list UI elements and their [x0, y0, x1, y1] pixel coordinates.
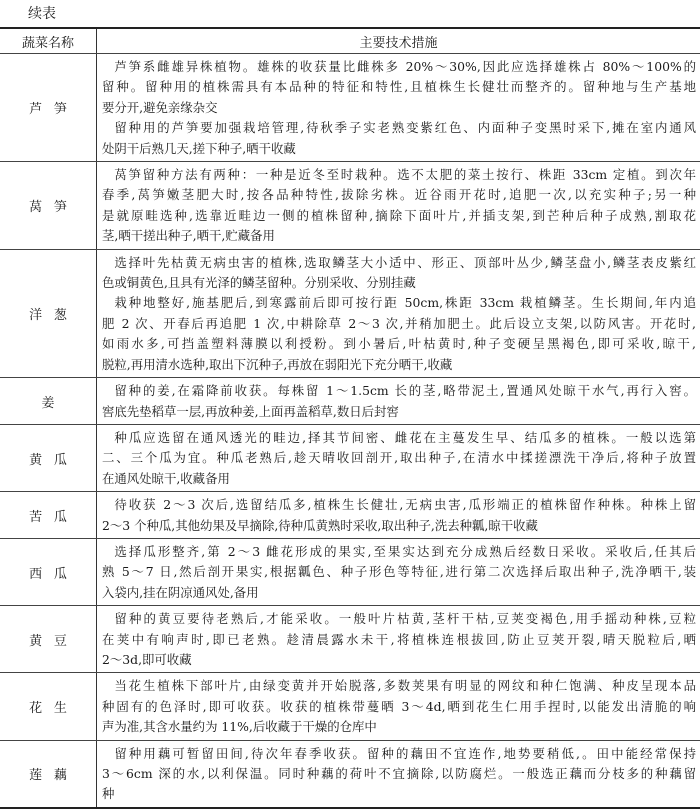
- measure-text-line: 当花生植株下部叶片,由绿变黄并开始脱落,多数荚果有明显的网纹和种仁饱满、种皮呈现本品: [102, 676, 696, 696]
- measures-cell: [97, 249, 700, 377]
- vegetable-name: 洋葱: [29, 308, 78, 323]
- vegetable-cell: [0, 249, 97, 377]
- table-row: [0, 54, 700, 162]
- vegetable-name: 姜: [41, 396, 54, 411]
- measure-text-line: 种瓜应选留在通风透光的畦边,择其节间密、雌花在主蔓发生早、结瓜多的植株。一般以选第: [102, 428, 696, 448]
- vegetable-cell: [0, 673, 97, 740]
- vegetable-cell: [0, 492, 97, 539]
- vegetable-cell: [0, 162, 97, 250]
- measure-text-line: 在荚中有响声时,即已老熟。趁清晨露水未干,将植株连根拔回,防止豆荚开裂,晴天脱粒后,晒: [102, 630, 696, 650]
- vegetable-name: 莴笋: [29, 200, 78, 215]
- vegetable-name: 黄瓜: [29, 453, 78, 468]
- measure-text-line: 二、三个瓜为宜。种瓜老熟后,趁天晴收回剖开,取出种子,在清水中揉搓漂洗干净后,将种子放置: [102, 448, 696, 468]
- measure-text-line: 色或铜黄色,且具有光泽的鳞茎留种。分别采收、分别挂藏: [102, 273, 696, 293]
- table-row: [0, 673, 700, 740]
- measure-text-line: 在通风处晾干,收藏备用: [102, 469, 696, 489]
- measure-text-line: 留种的姜,在霜降前收获。每株留 1～1.5cm 长的茎,略带泥土,置通风处晾干水气,再行入窖。: [102, 381, 696, 401]
- measure-text-line: 留种用藕可暂留田间,待次年春季收获。留种的藕田不宜连作,地势要稍低,。田中能经常保持: [102, 744, 696, 764]
- table-header-row: [0, 28, 700, 54]
- table-row: [0, 162, 700, 250]
- measures-cell: [97, 378, 700, 425]
- measures-cell: [97, 538, 700, 605]
- measure-text-line: 2～3d,即可收藏: [102, 650, 696, 670]
- measure-text-line: 待收获 2～3 次后,选留结瓜多,植株生长健壮,无病虫害,瓜形端正的植株留作种株。种株上留: [102, 495, 696, 515]
- measure-text-line: 2～3 个种瓜,其他幼果及早摘除,待种瓜黄熟时采收,取出种子,洗去种瓤,晾干收藏: [102, 516, 696, 536]
- vegetable-cell: [0, 606, 97, 673]
- measure-text-line: 选择瓜形整齐,第 2～3 雌花形成的果实,至果实达到充分成熟后经数日采收。采收后,任其后: [102, 542, 696, 562]
- table-row: [0, 740, 700, 808]
- vegetable-name: 芦笋: [29, 102, 78, 117]
- measure-text-line: 是就原畦选种,选靠近畦边一侧的植株留种,摘除下面叶片,并插支架,到芒种后种子成熟,割取花: [102, 206, 696, 226]
- measure-text-line: 脱粒,再用清水选种,取出下沉种子,再放在弱阳光下充分晒干,收藏: [102, 355, 696, 375]
- vegetable-name: 花生: [29, 701, 78, 716]
- measure-text-line: 莴笋留种方法有两种：一种是近冬至时栽种。选不太肥的菜土按行、株距 33cm 定植。到次年: [102, 165, 696, 185]
- measure-text-line: 春季,莴笋嫩茎肥大时,按各品种特性,拔除劣株。近谷雨开花时,追肥一次,以充实种子;另一种: [102, 185, 696, 205]
- measure-text-line: 声为准,其含水量约为 11%,后收藏于干燥的仓库中: [102, 717, 696, 737]
- measures-cell: [97, 54, 700, 162]
- vegetable-cell: [0, 424, 97, 491]
- measure-text-line: 留种用的芦笋要加强栽培管理,待秋季子实老熟变紫红色、内面种子变黑时采下,摊在室内通风: [102, 118, 696, 138]
- table-caption: 续表: [28, 3, 56, 23]
- measures-cell: [97, 606, 700, 673]
- measure-text-line: 种固有的色泽时,即可收获。收获的植株带蔓晒 3～4d,晒到花生仁用手捏时,以能发出清脆的响: [102, 697, 696, 717]
- measure-text-line: 3～6cm 深的水,以利保温。同时种藕的荷叶不宜摘除,以防腐烂。一般选正藕而分枝多的种藕留: [102, 764, 696, 784]
- measure-text-line: 要分开,避免亲缘杂交: [102, 98, 696, 118]
- vegetable-name: 莲藕: [29, 768, 78, 783]
- vegetable-cell: [0, 54, 97, 162]
- measure-text-line: 如雨水多,可挡盖塑料薄膜以利授粉。到小暑后,叶枯黄时,种子变硬呈黑褐色,即可采收,晾干,: [102, 334, 696, 354]
- measure-text-line: 选择叶先枯黄无病虫害的植株,选取鳞茎大小适中、形正、顶部叶丛少,鳞茎盘小,鳞茎表皮紫红: [102, 253, 696, 273]
- table-row: [0, 538, 700, 605]
- measure-text-line: 入袋内,挂在阴凉通风处,备用: [102, 583, 696, 603]
- table-row: [0, 249, 700, 377]
- measures-cell: [97, 424, 700, 491]
- measure-text-line: 肥 2 次、开春后再追肥 1 次,中耕除草 2～3 次,并稍加肥土。此后设立支架,以防风害。开花时,: [102, 314, 696, 334]
- column-header-measures: 主要技术措施: [97, 28, 700, 54]
- table-row: [0, 378, 700, 425]
- measures-cell: [97, 162, 700, 250]
- measure-text-line: 熟 5～7 日,然后剖开果实,根据瓤色、种子形色等特征,进行第二次选择后取出种子,洗净晒干,装: [102, 562, 696, 582]
- measure-text-line: 芦笋系雌雄异株植物。雄株的收获量比雌株多 20%～30%,因此应选择雄株占 80%～100%的: [102, 57, 696, 77]
- seed-saving-table: [0, 27, 700, 809]
- vegetable-cell: [0, 538, 97, 605]
- measure-text-line: 窖底先垫稻草一层,再放种姜,上面再盖稻草,数日后封窖: [102, 402, 696, 422]
- measures-cell: [97, 492, 700, 539]
- measure-text-line: 种: [102, 784, 696, 804]
- vegetable-name: 苦瓜: [29, 510, 78, 525]
- table-row: [0, 492, 700, 539]
- measure-text-line: 茎,晒干搓出种子,晒干,贮藏备用: [102, 226, 696, 246]
- column-header-vegetable: 蔬菜名称: [0, 28, 97, 54]
- table-row: [0, 424, 700, 491]
- vegetable-cell: [0, 740, 97, 808]
- measure-text-line: 留种的黄豆要待老熟后,才能采收。一般叶片枯黄,茎杆干枯,豆荚变褐色,用手摇动种株,豆粒: [102, 609, 696, 629]
- vegetable-name: 西瓜: [29, 567, 78, 582]
- measure-text-line: 留种。留种用的植株需具有本品种的特征和特性,且植株生长健壮而整齐的。留种地与生产基地: [102, 77, 696, 97]
- measure-text-line: 栽种地整好,施基肥后,到寒露前后即可按行距 50cm,株距 33cm 栽植鳞茎。生长期间,年内追: [102, 293, 696, 313]
- table-row: [0, 606, 700, 673]
- measure-text-line: 处阴干后熟几天,搓下种子,晒干收藏: [102, 139, 696, 159]
- vegetable-cell: [0, 378, 97, 425]
- measures-cell: [97, 740, 700, 808]
- measures-cell: [97, 673, 700, 740]
- vegetable-name: 黄豆: [29, 634, 78, 649]
